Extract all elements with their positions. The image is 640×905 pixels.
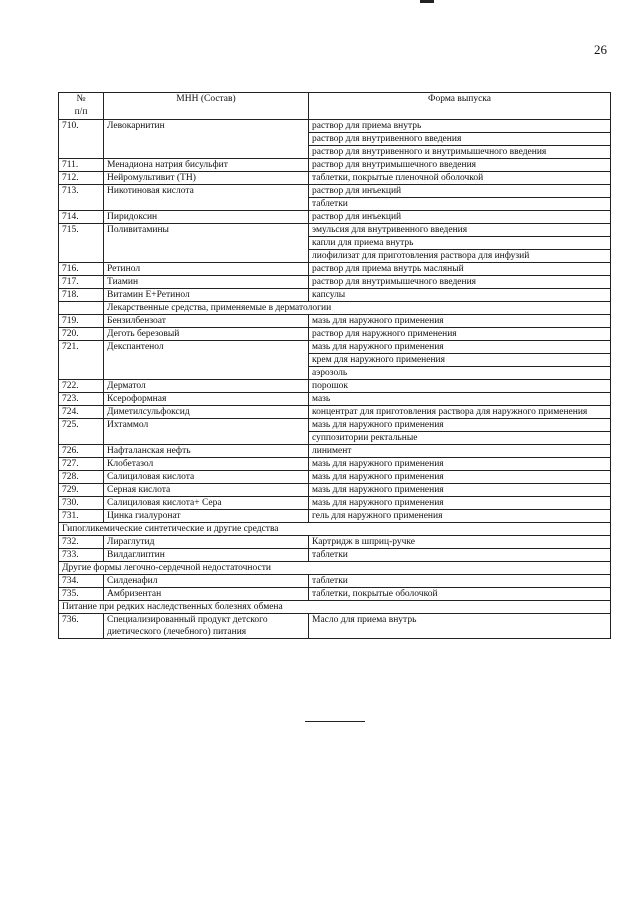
row-number: 736. — [59, 614, 104, 639]
release-form: таблетки — [312, 576, 348, 586]
table-row — [59, 510, 611, 523]
drug-name: Ретинол — [104, 263, 309, 276]
release-form: таблетки, покрытые оболочкой — [312, 589, 438, 599]
row-number: 730. — [59, 497, 104, 510]
row-number: 732. — [59, 536, 104, 549]
table-row — [59, 393, 611, 406]
release-forms — [309, 328, 611, 341]
release-forms — [309, 406, 611, 419]
release-form: раствор для инъекций — [312, 186, 402, 196]
drug-name: Менадиона натрия бисульфит — [104, 159, 309, 172]
release-form: Масло для приема внутрь — [312, 615, 417, 625]
drug-name: Специализированный продукт детского диетического (лечебного) питания — [104, 614, 309, 639]
release-forms — [309, 614, 611, 639]
release-form: таблетки — [309, 197, 610, 210]
table-row — [59, 263, 611, 276]
scan-mark — [420, 0, 434, 3]
release-form: мазь для наружного применения — [312, 472, 444, 482]
table-row — [59, 341, 611, 380]
row-number: 734. — [59, 575, 104, 588]
table-row — [59, 276, 611, 289]
drug-name: Нафталанская нефть — [104, 445, 309, 458]
release-form: аэрозоль — [309, 366, 610, 379]
table-row — [59, 614, 611, 639]
drug-name: Амбризентан — [104, 588, 309, 601]
table-row — [59, 471, 611, 484]
table-row — [59, 549, 611, 562]
release-forms — [309, 549, 611, 562]
release-forms — [309, 471, 611, 484]
row-number: 715. — [59, 224, 104, 263]
section-row — [59, 302, 611, 315]
table-row — [59, 211, 611, 224]
release-forms — [309, 263, 611, 276]
row-number: 731. — [59, 510, 104, 523]
release-forms — [309, 185, 611, 211]
page-number: 26 — [594, 42, 607, 57]
table-body — [59, 120, 611, 639]
row-number: 733. — [59, 549, 104, 562]
release-form: таблетки — [312, 550, 348, 560]
drug-name: Пиридоксин — [104, 211, 309, 224]
row-number: 728. — [59, 471, 104, 484]
release-form: мазь для наружного применения — [312, 498, 444, 508]
release-forms — [309, 419, 611, 445]
table-row — [59, 497, 611, 510]
row-number: 722. — [59, 380, 104, 393]
release-form: раствор для приема внутрь — [312, 121, 422, 131]
release-form: таблетки, покрытые пленочной оболочкой — [312, 173, 484, 183]
release-forms — [309, 380, 611, 393]
drug-name: Серная кислота — [104, 484, 309, 497]
header-num-sub: п/п — [74, 107, 88, 117]
release-forms — [309, 393, 611, 406]
row-number: 718. — [59, 289, 104, 302]
footer-rule — [305, 721, 365, 722]
header-form: Форма выпуска — [309, 93, 611, 120]
row-number: 726. — [59, 445, 104, 458]
row-number: 717. — [59, 276, 104, 289]
release-form: мазь для наружного применения — [312, 342, 444, 352]
release-form: мазь для наружного применения — [312, 316, 444, 326]
section-title: Питание при редких наследственных болезнях обмена — [59, 601, 611, 614]
table-row — [59, 380, 611, 393]
drug-name: Дерматол — [104, 380, 309, 393]
drug-name: Силденафил — [104, 575, 309, 588]
drug-name: Клобетазол — [104, 458, 309, 471]
drug-name: Декспантенол — [104, 341, 309, 380]
release-forms — [309, 575, 611, 588]
release-forms — [309, 536, 611, 549]
drug-name: Диметилсульфоксид — [104, 406, 309, 419]
release-forms — [309, 211, 611, 224]
release-form: капли для приема внутрь — [309, 236, 610, 249]
drug-name: Нейромультивит (ТН) — [104, 172, 309, 185]
row-number: 729. — [59, 484, 104, 497]
release-forms — [309, 159, 611, 172]
row-number: 713. — [59, 185, 104, 211]
release-form: раствор для приема внутрь масляный — [312, 264, 464, 274]
drug-name: Никотиновая кислота — [104, 185, 309, 211]
release-forms — [309, 445, 611, 458]
table-row — [59, 406, 611, 419]
release-forms — [309, 224, 611, 263]
row-number: 723. — [59, 393, 104, 406]
release-forms — [309, 172, 611, 185]
release-form: линимент — [312, 446, 352, 456]
table-row — [59, 315, 611, 328]
table-row — [59, 575, 611, 588]
release-form: раствор для наружного применения — [312, 329, 457, 339]
release-form: раствор для инъекций — [312, 212, 402, 222]
section-row — [59, 523, 611, 536]
release-forms — [309, 484, 611, 497]
section-title: Гипогликемические синтетические и другие средства — [59, 523, 611, 536]
drug-name: Бензилбензоат — [104, 315, 309, 328]
release-form: мазь — [312, 394, 331, 404]
row-number: 714. — [59, 211, 104, 224]
release-forms — [309, 588, 611, 601]
release-forms — [309, 497, 611, 510]
release-forms — [309, 510, 611, 523]
release-form: мазь для наружного применения — [312, 420, 444, 430]
release-form: суппозитории ректальные — [309, 431, 610, 444]
release-form: мазь для наружного применения — [312, 485, 444, 495]
row-number: 720. — [59, 328, 104, 341]
table-row — [59, 419, 611, 445]
release-forms — [309, 276, 611, 289]
release-form: гель для наружного применения — [312, 511, 443, 521]
table-row — [59, 172, 611, 185]
table-header-row — [59, 93, 611, 120]
release-form: концентрат для приготовления раствора для наружного применения — [312, 407, 588, 417]
drug-name: Цинка гиалуронат — [104, 510, 309, 523]
release-forms — [309, 458, 611, 471]
drug-name: Тиамин — [104, 276, 309, 289]
row-number: 735. — [59, 588, 104, 601]
release-form: лиофилизат для приготовления раствора для инфузий — [309, 249, 610, 262]
section-title: Другие формы легочно-сердечной недостаточности — [59, 562, 611, 575]
row-number: 716. — [59, 263, 104, 276]
drug-name: Витамин Е+Ретинол — [104, 289, 309, 302]
row-number: 725. — [59, 419, 104, 445]
drug-name: Ксероформная — [104, 393, 309, 406]
table-row — [59, 185, 611, 211]
table-row — [59, 159, 611, 172]
row-number: 712. — [59, 172, 104, 185]
release-form: крем для наружного применения — [309, 353, 610, 366]
table-row — [59, 588, 611, 601]
row-number: 727. — [59, 458, 104, 471]
drug-name: Вилдаглиптин — [104, 549, 309, 562]
table-row — [59, 224, 611, 263]
row-number: 721. — [59, 341, 104, 380]
table-row — [59, 484, 611, 497]
table-row — [59, 120, 611, 159]
section-row — [59, 601, 611, 614]
drug-table — [58, 92, 611, 639]
row-number: 710. — [59, 120, 104, 159]
header-num — [59, 93, 104, 120]
drug-name: Ихтаммол — [104, 419, 309, 445]
row-number: 711. — [59, 159, 104, 172]
drug-name: Салициловая кислота — [104, 471, 309, 484]
release-form: порошок — [312, 381, 349, 391]
section-row — [59, 562, 611, 575]
table-row — [59, 536, 611, 549]
release-form: Картридж в шприц-ручке — [312, 537, 416, 547]
release-form: раствор для внутримышечного введения — [312, 277, 477, 287]
drug-name: Поливитамины — [104, 224, 309, 263]
drug-name: Салициловая кислота+ Сера — [104, 497, 309, 510]
row-number: 719. — [59, 315, 104, 328]
table-row — [59, 458, 611, 471]
header-name: МНН (Состав) — [104, 93, 309, 120]
drug-name: Лираглутид — [104, 536, 309, 549]
drug-name: Левокарнитин — [104, 120, 309, 159]
section-title: Лекарственные средства, применяемые в дерматологии — [104, 302, 611, 315]
release-form: капсулы — [312, 290, 346, 300]
table-row — [59, 445, 611, 458]
release-forms — [309, 289, 611, 302]
drug-name: Деготь березовый — [104, 328, 309, 341]
release-forms — [309, 120, 611, 159]
table-row — [59, 328, 611, 341]
release-forms — [309, 341, 611, 380]
section-blank-cell — [59, 302, 104, 315]
table-row — [59, 289, 611, 302]
row-number: 724. — [59, 406, 104, 419]
release-form: раствор для внутримышечного введения — [312, 160, 477, 170]
release-form: раствор для внутривенного введения — [309, 132, 610, 145]
release-forms — [309, 315, 611, 328]
release-form: эмульсия для внутривенного введения — [312, 225, 468, 235]
release-form: мазь для наружного применения — [312, 459, 444, 469]
header-num-label: № — [76, 94, 86, 104]
release-form: раствор для внутривенного и внутримышечного введения — [309, 145, 610, 158]
